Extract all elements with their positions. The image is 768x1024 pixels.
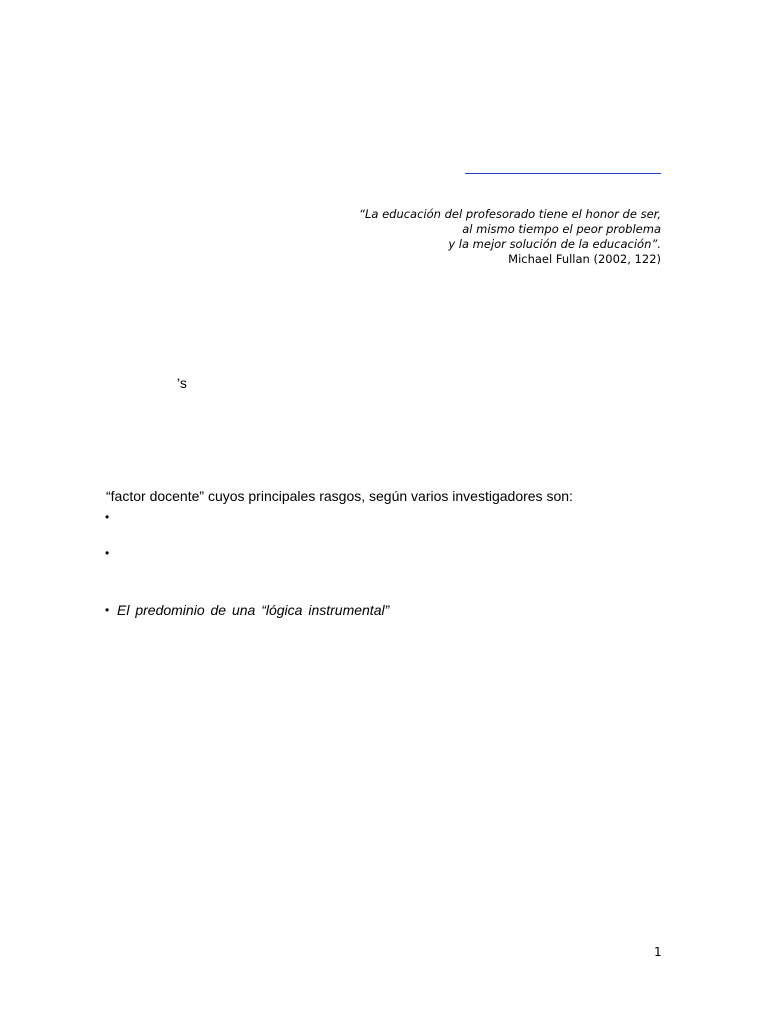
body-paragraph: “factor docente” cuyos principales rasgos, según varios investigadores son: [106,488,573,504]
epigraph-line: al mismo tiempo el peor problema [462,222,661,236]
bullet-item-text: El predominio de una “lógica instrumental” [117,602,390,618]
hyperlink-underline[interactable] [465,173,661,174]
epigraph-line: y la mejor solución de la educación”. [448,237,661,251]
text-fragment: ’s [177,375,187,391]
bullet-marker: • [105,603,110,617]
epigraph-quote [301,207,661,267]
bullet-marker: • [105,510,110,524]
bullet-marker: • [105,546,110,560]
epigraph-attribution: Michael Fullan (2002, 122) [508,252,661,266]
epigraph-line: “La educación del profesorado tiene el honor de ser, [359,207,661,221]
page-number: 1 [654,945,662,959]
